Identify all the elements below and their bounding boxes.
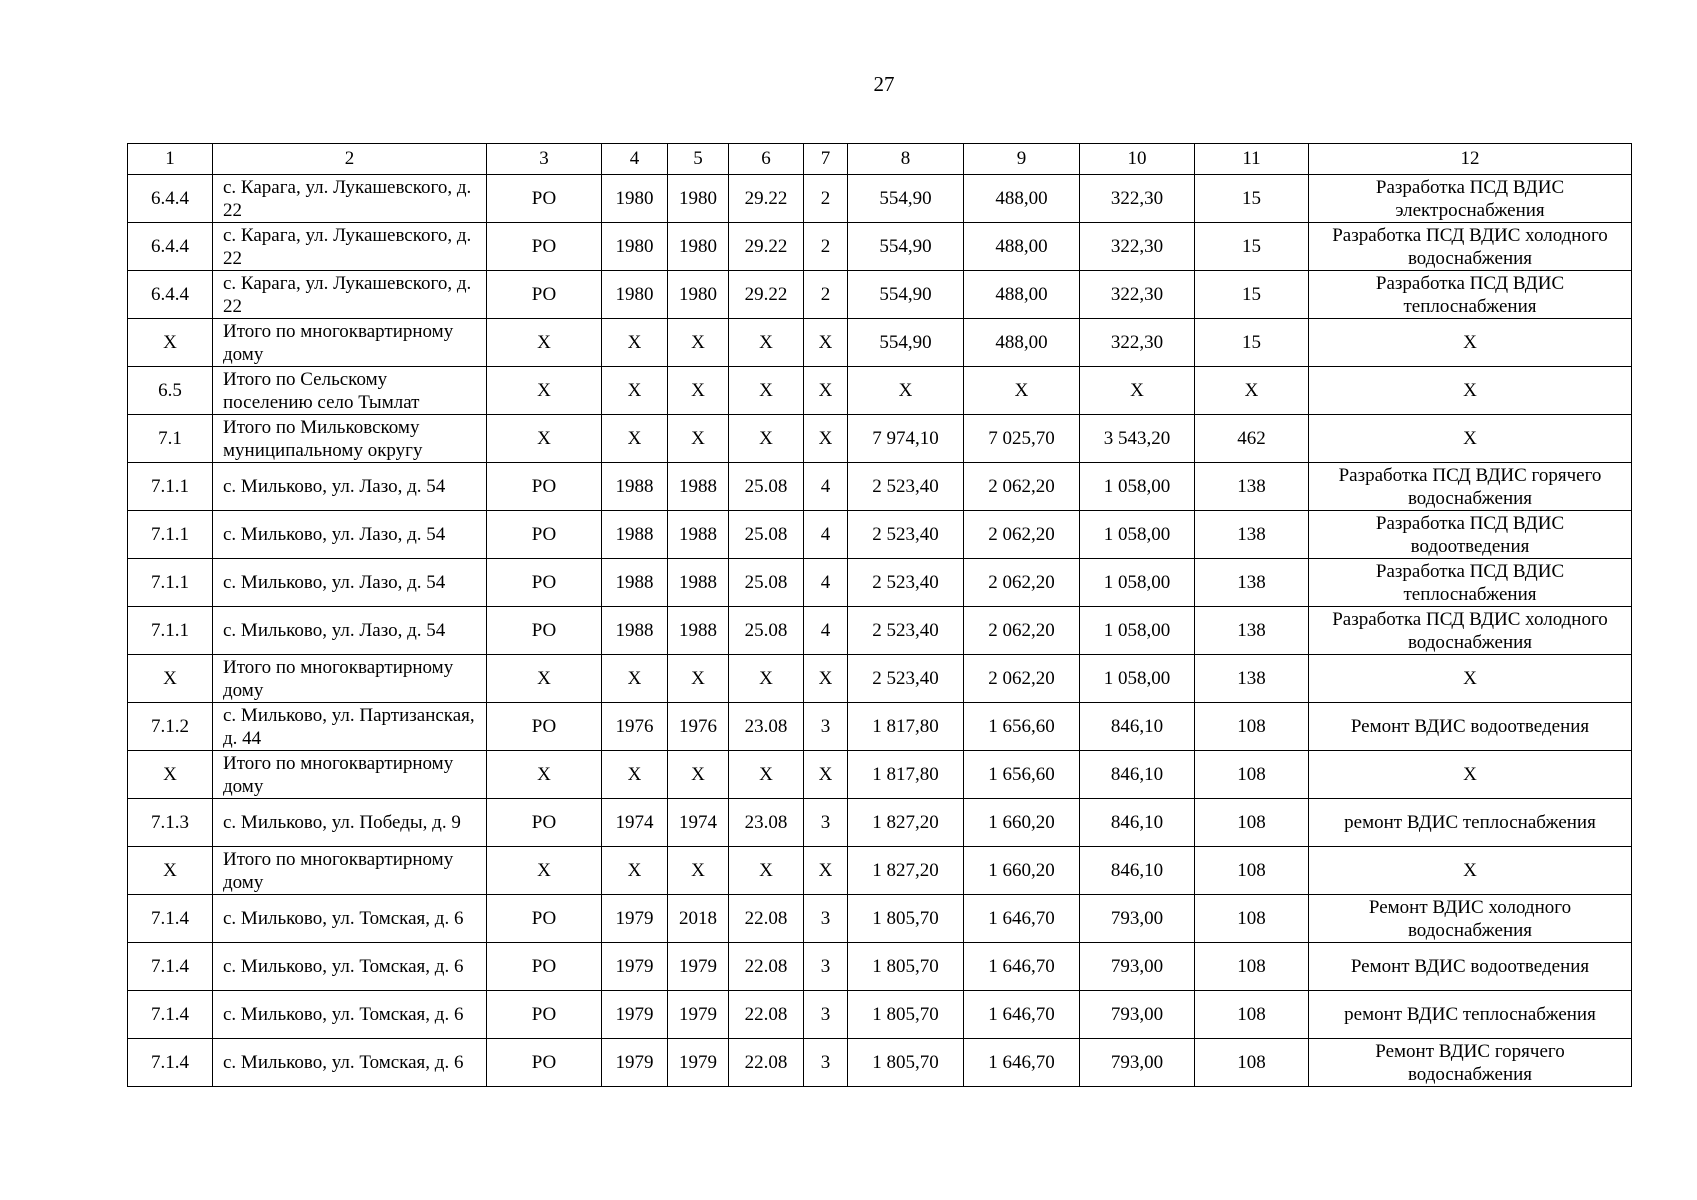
cell-number: 7.1.4: [128, 943, 213, 991]
cell-area-9: 322,30: [1080, 271, 1195, 319]
cell-ro: Х: [487, 751, 602, 799]
cell-area-total: 1 805,70: [848, 895, 964, 943]
cell-year-2: 1988: [668, 511, 729, 559]
cell-param-6: Х: [729, 847, 804, 895]
cell-area-total: 554,90: [848, 223, 964, 271]
cell-area-9: 1 058,00: [1080, 463, 1195, 511]
cell-ro: Х: [487, 367, 602, 415]
cell-ro: РО: [487, 1039, 602, 1087]
cell-year-built: 1974: [602, 799, 668, 847]
cell-year-built: 1980: [602, 223, 668, 271]
cell-area-total: 2 523,40: [848, 559, 964, 607]
cell-ro: РО: [487, 607, 602, 655]
cell-number: Х: [128, 655, 213, 703]
table-body: [128, 144, 1632, 1087]
cell-address: Итого по многоквартирному дому: [213, 319, 487, 367]
cell-residents: 108: [1195, 895, 1309, 943]
cell-year-2: Х: [668, 319, 729, 367]
table-row: [128, 367, 1632, 415]
cell-work-type: Х: [1309, 319, 1632, 367]
table-row: [128, 1039, 1632, 1087]
cell-floors: 3: [804, 1039, 848, 1087]
cell-year-built: 1980: [602, 271, 668, 319]
cell-number: 7.1.1: [128, 559, 213, 607]
cell-floors: 4: [804, 511, 848, 559]
header-cell-param-6: 6: [729, 144, 804, 175]
cell-area-total: 554,90: [848, 319, 964, 367]
cell-area-total: 1 805,70: [848, 1039, 964, 1087]
cell-area-living: 1 656,60: [964, 703, 1080, 751]
cell-address: с. Мильково, ул. Партизанская, д. 44: [213, 703, 487, 751]
cell-ro: РО: [487, 223, 602, 271]
cell-floors: Х: [804, 655, 848, 703]
cell-ro: РО: [487, 943, 602, 991]
cell-year-built: 1988: [602, 559, 668, 607]
cell-area-9: 1 058,00: [1080, 607, 1195, 655]
cell-work-type: ремонт ВДИС теплоснабжения: [1309, 991, 1632, 1039]
cell-residents: 108: [1195, 943, 1309, 991]
cell-param-6: 29.22: [729, 175, 804, 223]
cell-year-2: 2018: [668, 895, 729, 943]
cell-address: с. Мильково, ул. Лазо, д. 54: [213, 511, 487, 559]
cell-number: 6.4.4: [128, 175, 213, 223]
cell-ro: РО: [487, 511, 602, 559]
cell-work-type: Х: [1309, 415, 1632, 463]
cell-residents: 15: [1195, 271, 1309, 319]
cell-number: 7.1: [128, 415, 213, 463]
cell-param-6: 25.08: [729, 607, 804, 655]
cell-residents: 15: [1195, 319, 1309, 367]
cell-area-9: 846,10: [1080, 799, 1195, 847]
cell-area-living: 2 062,20: [964, 559, 1080, 607]
cell-residents: 108: [1195, 799, 1309, 847]
cell-work-type: Ремонт ВДИС водоотведения: [1309, 703, 1632, 751]
cell-residents: 138: [1195, 655, 1309, 703]
cell-year-built: 1979: [602, 943, 668, 991]
cell-area-total: 2 523,40: [848, 607, 964, 655]
cell-floors: Х: [804, 319, 848, 367]
cell-area-living: 488,00: [964, 175, 1080, 223]
cell-year-built: Х: [602, 847, 668, 895]
cell-floors: Х: [804, 367, 848, 415]
table-row: [128, 799, 1632, 847]
cell-area-living: 1 660,20: [964, 799, 1080, 847]
cell-floors: 3: [804, 943, 848, 991]
table-row: [128, 463, 1632, 511]
cell-address: с. Мильково, ул. Победы, д. 9: [213, 799, 487, 847]
cell-residents: 15: [1195, 175, 1309, 223]
cell-year-built: Х: [602, 655, 668, 703]
cell-area-9: 846,10: [1080, 847, 1195, 895]
cell-floors: Х: [804, 415, 848, 463]
cell-year-2: 1988: [668, 607, 729, 655]
cell-year-2: 1980: [668, 271, 729, 319]
cell-param-6: 22.08: [729, 943, 804, 991]
cell-year-2: 1988: [668, 463, 729, 511]
cell-number: 7.1.1: [128, 463, 213, 511]
cell-number: 6.5: [128, 367, 213, 415]
header-cell-address: 2: [213, 144, 487, 175]
header-cell-year-2: 5: [668, 144, 729, 175]
cell-address: Итого по Сельскому поселению село Тымлат: [213, 367, 487, 415]
cell-ro: РО: [487, 799, 602, 847]
cell-year-2: Х: [668, 367, 729, 415]
cell-work-type: Х: [1309, 655, 1632, 703]
cell-floors: 3: [804, 799, 848, 847]
cell-area-living: 2 062,20: [964, 463, 1080, 511]
table-row: [128, 943, 1632, 991]
table-row: [128, 703, 1632, 751]
cell-ro: Х: [487, 319, 602, 367]
cell-work-type: Х: [1309, 751, 1632, 799]
table-row: [128, 655, 1632, 703]
cell-ro: РО: [487, 703, 602, 751]
table-row: [128, 751, 1632, 799]
cell-address: с. Мильково, ул. Лазо, д. 54: [213, 559, 487, 607]
cell-ro: РО: [487, 175, 602, 223]
cell-param-6: 29.22: [729, 271, 804, 319]
cell-address: с. Мильково, ул. Томская, д. 6: [213, 895, 487, 943]
cell-floors: 4: [804, 559, 848, 607]
cell-floors: 4: [804, 463, 848, 511]
cell-floors: 2: [804, 175, 848, 223]
cell-address: Итого по многоквартирному дому: [213, 655, 487, 703]
cell-residents: 138: [1195, 607, 1309, 655]
cell-year-2: 1979: [668, 943, 729, 991]
cell-param-6: 22.08: [729, 895, 804, 943]
cell-area-total: 1 827,20: [848, 847, 964, 895]
cell-number: 7.1.4: [128, 1039, 213, 1087]
cell-residents: 15: [1195, 223, 1309, 271]
header-cell-floors: 7: [804, 144, 848, 175]
cell-param-6: 29.22: [729, 223, 804, 271]
cell-work-type: Разработка ПСД ВДИС холодного водоснабжения: [1309, 223, 1632, 271]
cell-area-9: 322,30: [1080, 319, 1195, 367]
cell-year-built: 1979: [602, 1039, 668, 1087]
cell-area-9: 1 058,00: [1080, 511, 1195, 559]
cell-area-total: 1 817,80: [848, 703, 964, 751]
cell-area-9: 1 058,00: [1080, 655, 1195, 703]
cell-address: Итого по многоквартирному дому: [213, 847, 487, 895]
cell-area-total: 554,90: [848, 175, 964, 223]
header-cell-year-built: 4: [602, 144, 668, 175]
cell-param-6: Х: [729, 751, 804, 799]
cell-year-2: Х: [668, 655, 729, 703]
header-cell-area-total: 8: [848, 144, 964, 175]
cell-area-living: 488,00: [964, 319, 1080, 367]
cell-ro: РО: [487, 559, 602, 607]
cell-floors: Х: [804, 751, 848, 799]
cell-ro: Х: [487, 415, 602, 463]
cell-param-6: 23.08: [729, 799, 804, 847]
cell-residents: 138: [1195, 511, 1309, 559]
cell-ro: Х: [487, 655, 602, 703]
cell-year-built: 1979: [602, 895, 668, 943]
cell-ro: РО: [487, 271, 602, 319]
cell-work-type: Ремонт ВДИС холодного водоснабжения: [1309, 895, 1632, 943]
cell-year-2: 1979: [668, 1039, 729, 1087]
cell-year-built: 1979: [602, 991, 668, 1039]
cell-floors: 3: [804, 895, 848, 943]
cell-area-9: 846,10: [1080, 703, 1195, 751]
header-cell-residents: 11: [1195, 144, 1309, 175]
cell-address: с. Мильково, ул. Лазо, д. 54: [213, 463, 487, 511]
cell-area-total: 2 523,40: [848, 463, 964, 511]
cell-work-type: Ремонт ВДИС горячего водоснабжения: [1309, 1039, 1632, 1087]
cell-area-9: 1 058,00: [1080, 559, 1195, 607]
table-row: [128, 271, 1632, 319]
cell-area-9: 322,30: [1080, 223, 1195, 271]
cell-floors: 4: [804, 607, 848, 655]
cell-residents: 138: [1195, 463, 1309, 511]
cell-residents: 108: [1195, 847, 1309, 895]
cell-address: Итого по Мильковскому муниципальному округу: [213, 415, 487, 463]
cell-area-living: 1 660,20: [964, 847, 1080, 895]
cell-work-type: Разработка ПСД ВДИС теплоснабжения: [1309, 271, 1632, 319]
cell-area-total: Х: [848, 367, 964, 415]
cell-work-type: Разработка ПСД ВДИС водоотведения: [1309, 511, 1632, 559]
table-row: [128, 991, 1632, 1039]
cell-year-2: 1980: [668, 223, 729, 271]
cell-area-living: 1 646,70: [964, 895, 1080, 943]
cell-param-6: Х: [729, 319, 804, 367]
cell-year-built: 1988: [602, 607, 668, 655]
table-row: [128, 223, 1632, 271]
cell-area-9: Х: [1080, 367, 1195, 415]
cell-area-living: 1 656,60: [964, 751, 1080, 799]
cell-area-9: 3 543,20: [1080, 415, 1195, 463]
cell-area-living: 2 062,20: [964, 655, 1080, 703]
cell-area-living: 2 062,20: [964, 607, 1080, 655]
cell-residents: 138: [1195, 559, 1309, 607]
cell-work-type: Разработка ПСД ВДИС горячего водоснабжения: [1309, 463, 1632, 511]
cell-year-built: Х: [602, 415, 668, 463]
cell-floors: 3: [804, 991, 848, 1039]
cell-year-2: 1988: [668, 559, 729, 607]
cell-address: с. Карага, ул. Лукашевского, д. 22: [213, 175, 487, 223]
cell-work-type: ремонт ВДИС теплоснабжения: [1309, 799, 1632, 847]
cell-year-built: 1976: [602, 703, 668, 751]
cell-address: Итого по многоквартирному дому: [213, 751, 487, 799]
cell-area-9: 793,00: [1080, 1039, 1195, 1087]
cell-year-2: 1976: [668, 703, 729, 751]
header-cell-number: 1: [128, 144, 213, 175]
cell-year-2: 1974: [668, 799, 729, 847]
cell-area-living: 7 025,70: [964, 415, 1080, 463]
cell-floors: 2: [804, 223, 848, 271]
cell-area-9: 793,00: [1080, 991, 1195, 1039]
cell-residents: Х: [1195, 367, 1309, 415]
cell-year-built: Х: [602, 367, 668, 415]
cell-work-type: Разработка ПСД ВДИС теплоснабжения: [1309, 559, 1632, 607]
table-row: [128, 559, 1632, 607]
table-row: [128, 607, 1632, 655]
cell-year-2: Х: [668, 751, 729, 799]
cell-number: 7.1.3: [128, 799, 213, 847]
cell-number: 7.1.4: [128, 991, 213, 1039]
cell-area-total: 7 974,10: [848, 415, 964, 463]
cell-address: с. Карага, ул. Лукашевского, д. 22: [213, 223, 487, 271]
cell-area-living: 1 646,70: [964, 1039, 1080, 1087]
cell-floors: Х: [804, 847, 848, 895]
cell-number: Х: [128, 751, 213, 799]
cell-year-2: 1980: [668, 175, 729, 223]
cell-residents: 108: [1195, 703, 1309, 751]
cell-param-6: Х: [729, 415, 804, 463]
cell-work-type: Разработка ПСД ВДИС электроснабжения: [1309, 175, 1632, 223]
cell-param-6: 22.08: [729, 991, 804, 1039]
cell-address: с. Мильково, ул. Томская, д. 6: [213, 943, 487, 991]
header-row: [128, 144, 1632, 175]
cell-ro: РО: [487, 991, 602, 1039]
cell-number: 7.1.1: [128, 607, 213, 655]
cell-area-living: 1 646,70: [964, 943, 1080, 991]
cell-area-9: 322,30: [1080, 175, 1195, 223]
cell-ro: Х: [487, 847, 602, 895]
cell-floors: 3: [804, 703, 848, 751]
cell-param-6: 25.08: [729, 559, 804, 607]
table-row: [128, 895, 1632, 943]
cell-param-6: 23.08: [729, 703, 804, 751]
cell-number: 7.1.1: [128, 511, 213, 559]
table-row: [128, 511, 1632, 559]
cell-area-living: 488,00: [964, 223, 1080, 271]
header-cell-area-9: 10: [1080, 144, 1195, 175]
cell-area-total: 2 523,40: [848, 655, 964, 703]
cell-residents: 108: [1195, 1039, 1309, 1087]
table-row: [128, 415, 1632, 463]
table-row: [128, 319, 1632, 367]
cell-address: с. Мильково, ул. Лазо, д. 54: [213, 607, 487, 655]
cell-area-total: 2 523,40: [848, 511, 964, 559]
cell-year-built: 1988: [602, 463, 668, 511]
cell-param-6: Х: [729, 655, 804, 703]
header-cell-ro: 3: [487, 144, 602, 175]
cell-number: 6.4.4: [128, 223, 213, 271]
cell-area-living: 2 062,20: [964, 511, 1080, 559]
table-row: [128, 847, 1632, 895]
cell-area-living: 488,00: [964, 271, 1080, 319]
cell-param-6: 25.08: [729, 511, 804, 559]
cell-area-9: 793,00: [1080, 895, 1195, 943]
cell-number: 6.4.4: [128, 271, 213, 319]
cell-area-total: 1 827,20: [848, 799, 964, 847]
cell-work-type: Х: [1309, 847, 1632, 895]
header-cell-work-type: 12: [1309, 144, 1632, 175]
cell-area-living: Х: [964, 367, 1080, 415]
cell-area-total: 554,90: [848, 271, 964, 319]
cell-floors: 2: [804, 271, 848, 319]
cell-number: 7.1.2: [128, 703, 213, 751]
cell-param-6: 22.08: [729, 1039, 804, 1087]
table-row: [128, 175, 1632, 223]
cell-area-9: 793,00: [1080, 943, 1195, 991]
cell-year-2: 1979: [668, 991, 729, 1039]
cell-year-built: Х: [602, 319, 668, 367]
cell-residents: 108: [1195, 751, 1309, 799]
cell-number: 7.1.4: [128, 895, 213, 943]
cell-year-built: 1980: [602, 175, 668, 223]
cell-area-total: 1 817,80: [848, 751, 964, 799]
cell-work-type: Ремонт ВДИС водоотведения: [1309, 943, 1632, 991]
cell-param-6: 25.08: [729, 463, 804, 511]
cell-param-6: Х: [729, 367, 804, 415]
cell-area-total: 1 805,70: [848, 991, 964, 1039]
cell-area-living: 1 646,70: [964, 991, 1080, 1039]
data-table: [127, 143, 1632, 1087]
cell-residents: 108: [1195, 991, 1309, 1039]
cell-work-type: Разработка ПСД ВДИС холодного водоснабжения: [1309, 607, 1632, 655]
page-number: 27: [873, 72, 895, 96]
cell-number: Х: [128, 319, 213, 367]
cell-ro: РО: [487, 895, 602, 943]
cell-residents: 462: [1195, 415, 1309, 463]
cell-address: с. Мильково, ул. Томская, д. 6: [213, 1039, 487, 1087]
cell-year-built: 1988: [602, 511, 668, 559]
cell-year-2: Х: [668, 415, 729, 463]
cell-ro: РО: [487, 463, 602, 511]
cell-address: с. Карага, ул. Лукашевского, д. 22: [213, 271, 487, 319]
cell-number: Х: [128, 847, 213, 895]
cell-area-total: 1 805,70: [848, 943, 964, 991]
cell-address: с. Мильково, ул. Томская, д. 6: [213, 991, 487, 1039]
cell-year-built: Х: [602, 751, 668, 799]
cell-year-2: Х: [668, 847, 729, 895]
cell-work-type: Х: [1309, 367, 1632, 415]
header-cell-area-living: 9: [964, 144, 1080, 175]
cell-area-9: 846,10: [1080, 751, 1195, 799]
